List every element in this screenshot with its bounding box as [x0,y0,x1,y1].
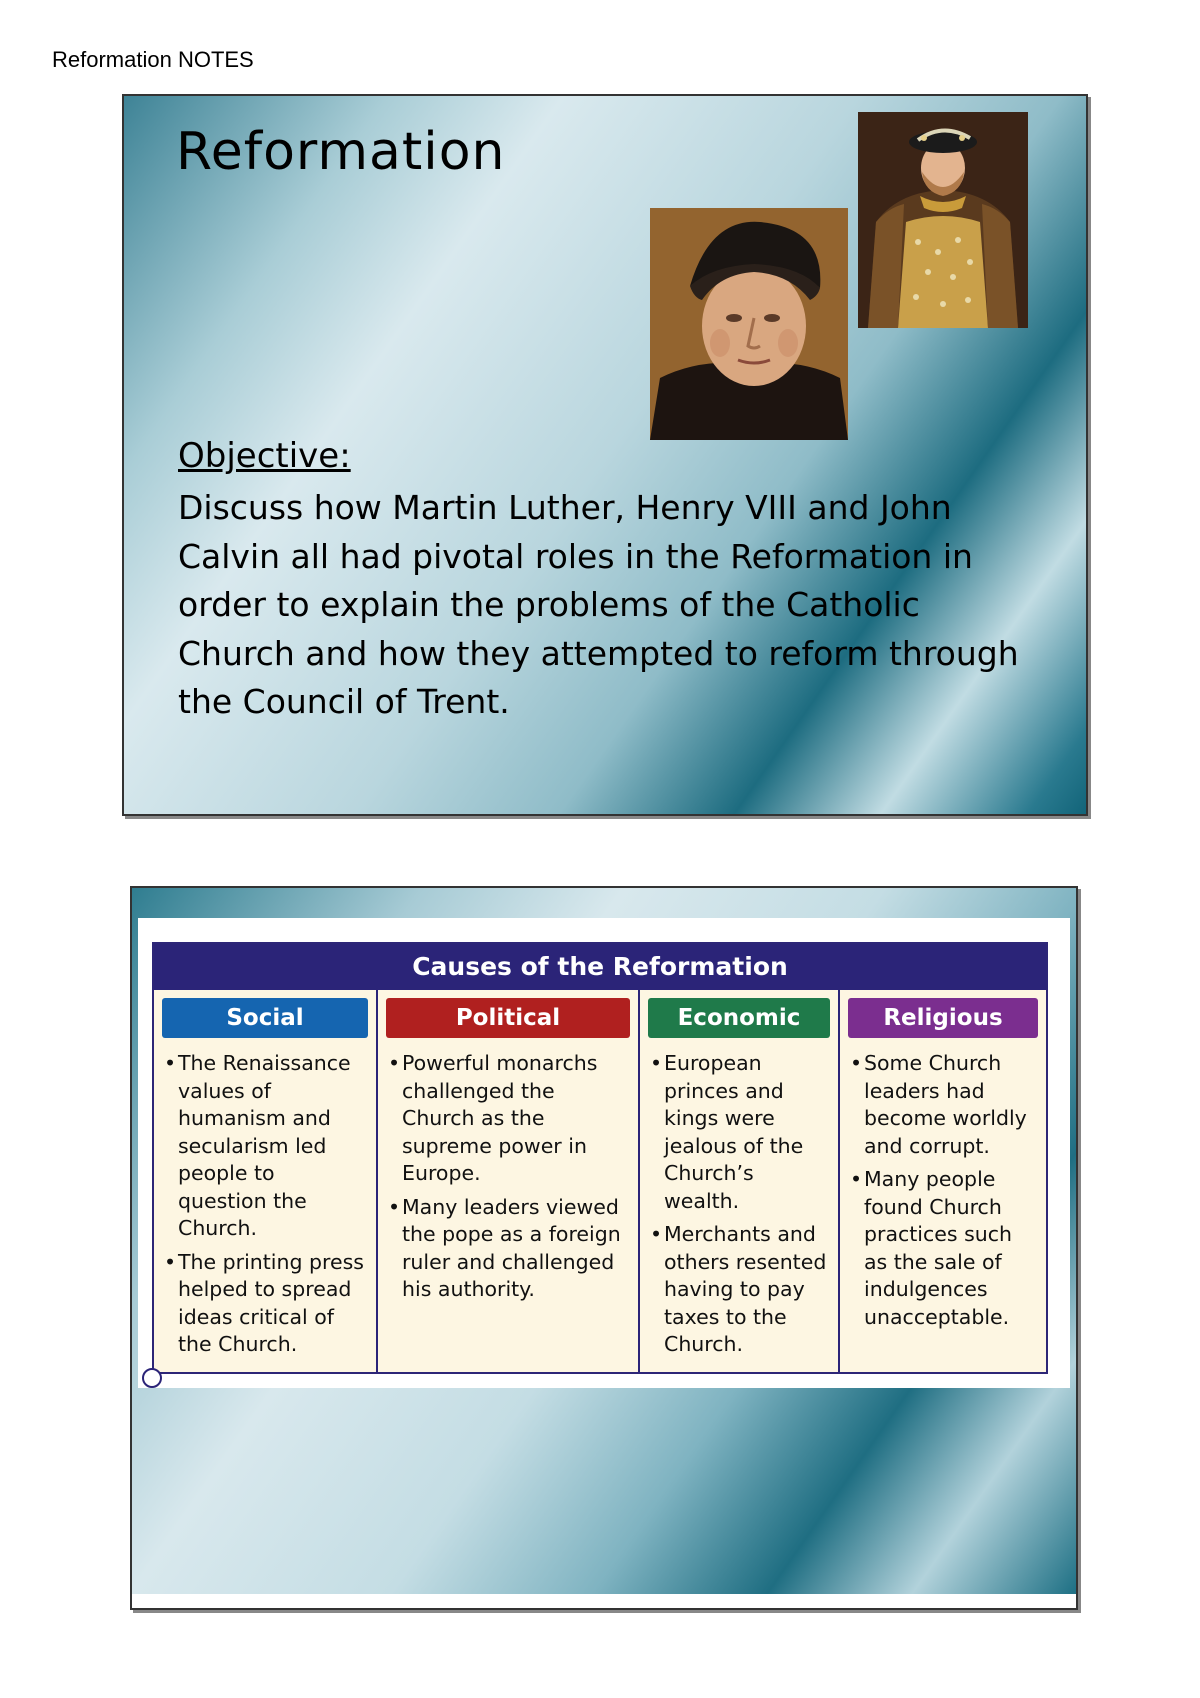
column-social [154,990,378,1372]
bullet-item: • Powerful monarchs challenged the Church as the supreme power in Europe. [386,1050,630,1188]
column-heading-social: Social [162,998,368,1038]
column-heading-economic: Economic [648,998,830,1038]
objective-text: Discuss how Martin Luther, Henry VIII and John Calvin all had pivotal roles in the Reformation in order to explain the problems of the Catholic Church and how they attempted to reform through the Council of Trent. [178,488,1019,721]
slide-reformation-objective [122,94,1088,816]
portrait-henry-viii [858,112,1028,328]
causes-table [152,942,1048,1374]
slide-causes-of-reformation [130,886,1078,1610]
column-heading-political: Political [386,998,630,1038]
bullet-item: • Some Church leaders had become worldly and corrupt. [848,1050,1038,1160]
portrait-martin-luther [650,208,848,440]
bullet-item: • The Renaissance values of humanism and secularism led people to question the Church. [162,1050,368,1243]
document-header: Reformation NOTES [52,47,254,72]
bullet-item: • The printing press helped to spread ideas critical of the Church. [162,1249,368,1359]
slide-title: Reformation [176,122,506,182]
bullet-item: • Many people found Church practices such as the sale of indulgences unacceptable. [848,1166,1038,1331]
bullet-item: • Many leaders viewed the pope as a foreign ruler and challenged his authority. [386,1194,630,1304]
column-economic [640,990,840,1372]
column-heading-religious: Religious [848,998,1038,1038]
bullet-item: • Merchants and others resented having to pay taxes to the Church. [648,1221,830,1359]
bullet-item: • European princes and kings were jealous of the Church’s wealth. [648,1050,830,1215]
column-religious [840,990,1046,1372]
causes-table-title: Causes of the Reformation [154,944,1046,990]
column-political [378,990,640,1372]
slide-bottom-band [132,1594,1076,1608]
objective-label: Objective: [178,436,351,476]
globe-icon [142,1368,162,1388]
